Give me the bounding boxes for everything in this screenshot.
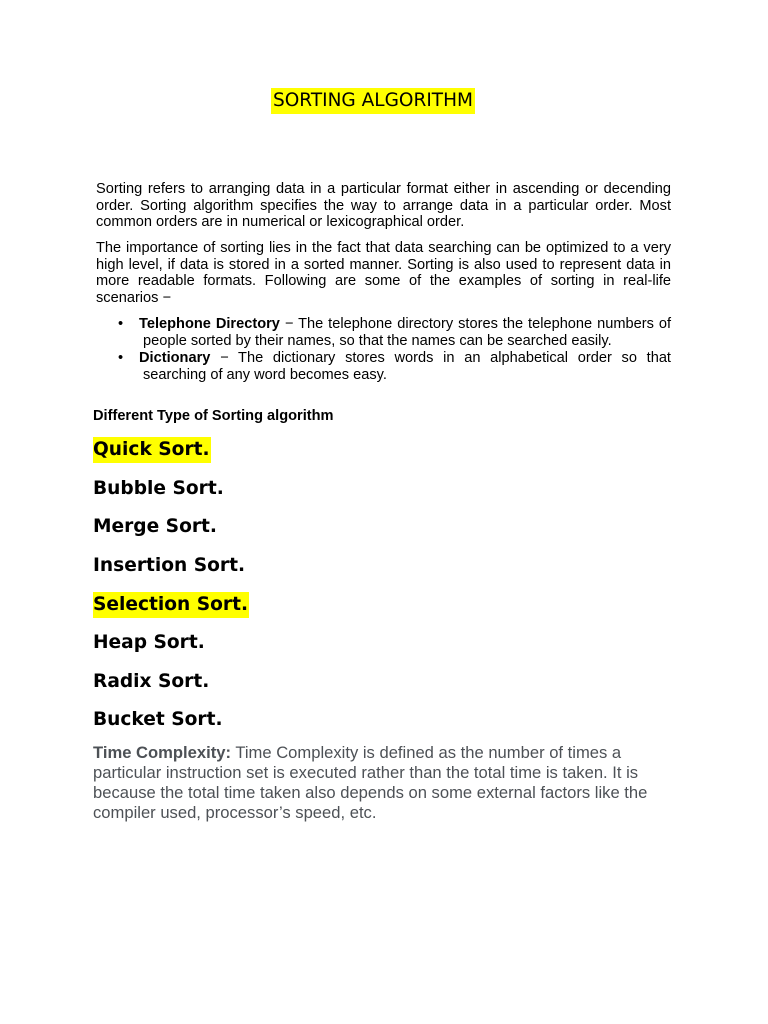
algorithm-merge-sort: Merge Sort. xyxy=(93,516,217,537)
list-item xyxy=(96,350,671,383)
types-heading: Different Type of Sorting algorithm xyxy=(93,408,334,424)
importance-paragraph: The importance of sorting lies in the fact that data searching can be optimized to a very high level, if data is stored in a sorted manner. Sorting is also used to represent data in more readable formats. Following are some of the examples of sorting in real-life scenarios − xyxy=(96,240,671,307)
time-complexity-label: Time Complexity: xyxy=(93,743,232,762)
algorithm-insertion-sort: Insertion Sort. xyxy=(93,555,246,576)
time-complexity-text: Time Complexity is defined as the number of times a particular instruction set is executed rather than the total time is taken. It is because the total time taken also depends on some external factors like the compiler used, processor’s speed, etc. xyxy=(93,743,648,822)
example-term: Telephone Directory xyxy=(139,316,280,332)
algorithm-selection-sort: Selection Sort. xyxy=(93,592,249,618)
example-description: − The telephone directory stores the telephone numbers of people sorted by their names, so that the names can be searched easily. xyxy=(143,316,671,349)
list-item xyxy=(96,316,671,349)
intro-paragraph: Sorting refers to arranging data in a particular format either in ascending or decending order. Sorting algorithm specifies the way to arrange data in a particular order. Most common orders are in numerical or lexicographical order. xyxy=(96,181,671,231)
algorithm-radix-sort: Radix Sort. xyxy=(93,671,210,692)
algorithm-quick-sort: Quick Sort. xyxy=(93,437,211,463)
algorithm-bucket-sort: Bucket Sort. xyxy=(93,709,223,730)
document-title: SORTING ALGORITHM xyxy=(271,88,475,114)
examples-list xyxy=(96,316,671,384)
example-description: − The dictionary stores words in an alphabetical order so that searching of any word becomes easy. xyxy=(143,350,671,384)
algorithm-bubble-sort: Bubble Sort. xyxy=(93,478,224,499)
time-complexity-paragraph xyxy=(93,743,683,823)
bullet-icon: • xyxy=(118,316,124,332)
example-term: Dictionary xyxy=(139,350,211,367)
algorithm-heap-sort: Heap Sort. xyxy=(93,632,205,653)
bullet-icon: • xyxy=(118,350,124,367)
